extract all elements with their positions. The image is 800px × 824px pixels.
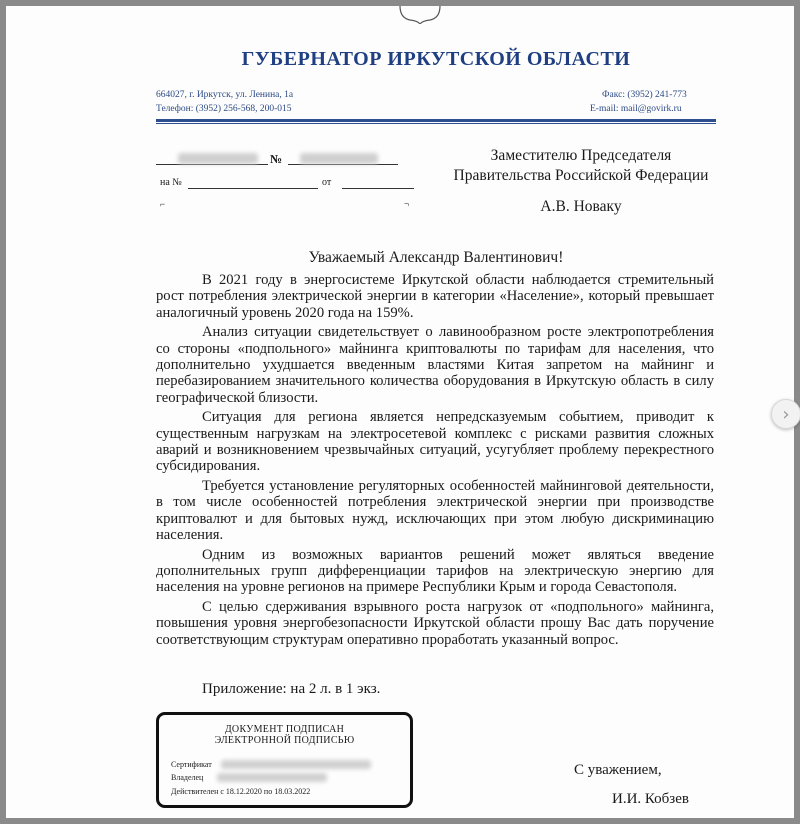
stamp-owner-label: Владелец bbox=[171, 773, 204, 782]
stamp-title-line: ЭЛЕКТРОННОЙ ПОДПИСЬЮ bbox=[214, 735, 355, 746]
salutation: Уважаемый Александр Валентинович! bbox=[308, 249, 564, 266]
stamp-title bbox=[159, 724, 410, 746]
stamp-title-line: ДОКУМЕНТ ПОДПИСАН bbox=[224, 724, 345, 735]
body-paragraph: Требуется установление регуляторных особенностей майнинговой деятельности, в том числе особенностей потребления электрической энергии при производстве криптовалют и для бытовых нужд, исключающих при этом любую дискриминацию населения. bbox=[156, 477, 714, 544]
body-paragraph: Одним из возможных вариантов решений может являться введение дополнительных групп дифференциации тарифов на электрическую энергию для населения на уровне регионов на примере Республики Крым и города Севастополя. bbox=[156, 546, 714, 596]
letterhead-title: ГУБЕРНАТОР ИРКУТСКОЙ ОБЛАСТИ bbox=[241, 48, 631, 70]
letterhead-fax: Факс: (3952) 241-773 bbox=[602, 90, 687, 100]
electronic-signature-stamp bbox=[156, 712, 413, 808]
body-paragraph: В 2021 году в энергосистеме Иркутской области наблюдается стремительный рост потребления электрической энергии в категории «Население», который превышает аналогичный уровень 2020 года на 159%. bbox=[156, 272, 714, 321]
next-slide-button[interactable] bbox=[771, 399, 800, 429]
corner-mark: ⌐ bbox=[160, 199, 166, 209]
coat-of-arms-emblem bbox=[398, 6, 442, 24]
redacted-owner bbox=[217, 773, 327, 782]
ref-date-line bbox=[342, 188, 414, 189]
addressee-name: А.В. Новаку bbox=[540, 198, 622, 215]
letterhead-email: E-mail: mail@govirk.ru bbox=[590, 104, 682, 114]
letterhead-divider bbox=[156, 119, 716, 122]
ref-number-line bbox=[188, 188, 318, 189]
letterhead-phone: Телефон: (3952) 256-568, 200-015 bbox=[156, 104, 292, 114]
date-field-line bbox=[156, 164, 268, 165]
addressee-position: Заместителю Председателя bbox=[490, 147, 672, 164]
corner-mark: ¬ bbox=[404, 199, 410, 209]
letter-body bbox=[156, 272, 714, 651]
chevron-right-icon: › bbox=[782, 403, 790, 425]
stamp-validity: Действителен с 18.12.2020 по 18.03.2022 bbox=[171, 787, 311, 796]
body-paragraph: Анализ ситуации свидетельствует о лавинообразном росте электропотребления со стороны «подпольного» майнинга криптовалюты по тарифам для населения, что дополнительно ухудшается введенным властями Китая запретом на майнинг и перебазированием значительного количества оборудования в Иркутскую область в силу географической близости. bbox=[156, 324, 714, 406]
redacted-date bbox=[178, 153, 258, 164]
addressee-block bbox=[431, 146, 731, 186]
ref-number-label: на № bbox=[160, 177, 182, 188]
document-page bbox=[6, 6, 794, 818]
redacted-number bbox=[300, 153, 378, 164]
signer-name: И.И. Кобзев bbox=[612, 791, 689, 807]
body-paragraph: С целью сдерживания взрывного роста нагрузок от «подпольного» майнинга, повышения уровня энергобезопасности Иркутской области прошу Вас дать поручение соответствующим структурам оперативно проработать указанный вопрос. bbox=[156, 598, 714, 648]
letterhead-address: 664027, г. Иркутск, ул. Ленина, 1а bbox=[156, 90, 294, 100]
number-label: № bbox=[270, 152, 283, 166]
number-field-line bbox=[288, 164, 398, 165]
letterhead-divider-thin bbox=[156, 123, 716, 124]
closing-phrase: С уважением, bbox=[574, 762, 662, 778]
redacted-certificate bbox=[221, 760, 371, 769]
body-paragraph: Ситуация для региона является непредсказуемым событием, приводит к существенным нагрузкам на электросетевой комплекс с рисками развития сложных аварий и возникновением чрезвычайных ситуаций, усугубляет проблему перекрестного субсидирования. bbox=[156, 409, 714, 475]
ref-date-label: от bbox=[322, 177, 332, 188]
attachment-note: Приложение: на 2 л. в 1 экз. bbox=[202, 681, 381, 697]
addressee-government: Правительства Российской Федерации bbox=[453, 167, 709, 184]
stamp-certificate-label: Сертификат bbox=[171, 760, 212, 769]
